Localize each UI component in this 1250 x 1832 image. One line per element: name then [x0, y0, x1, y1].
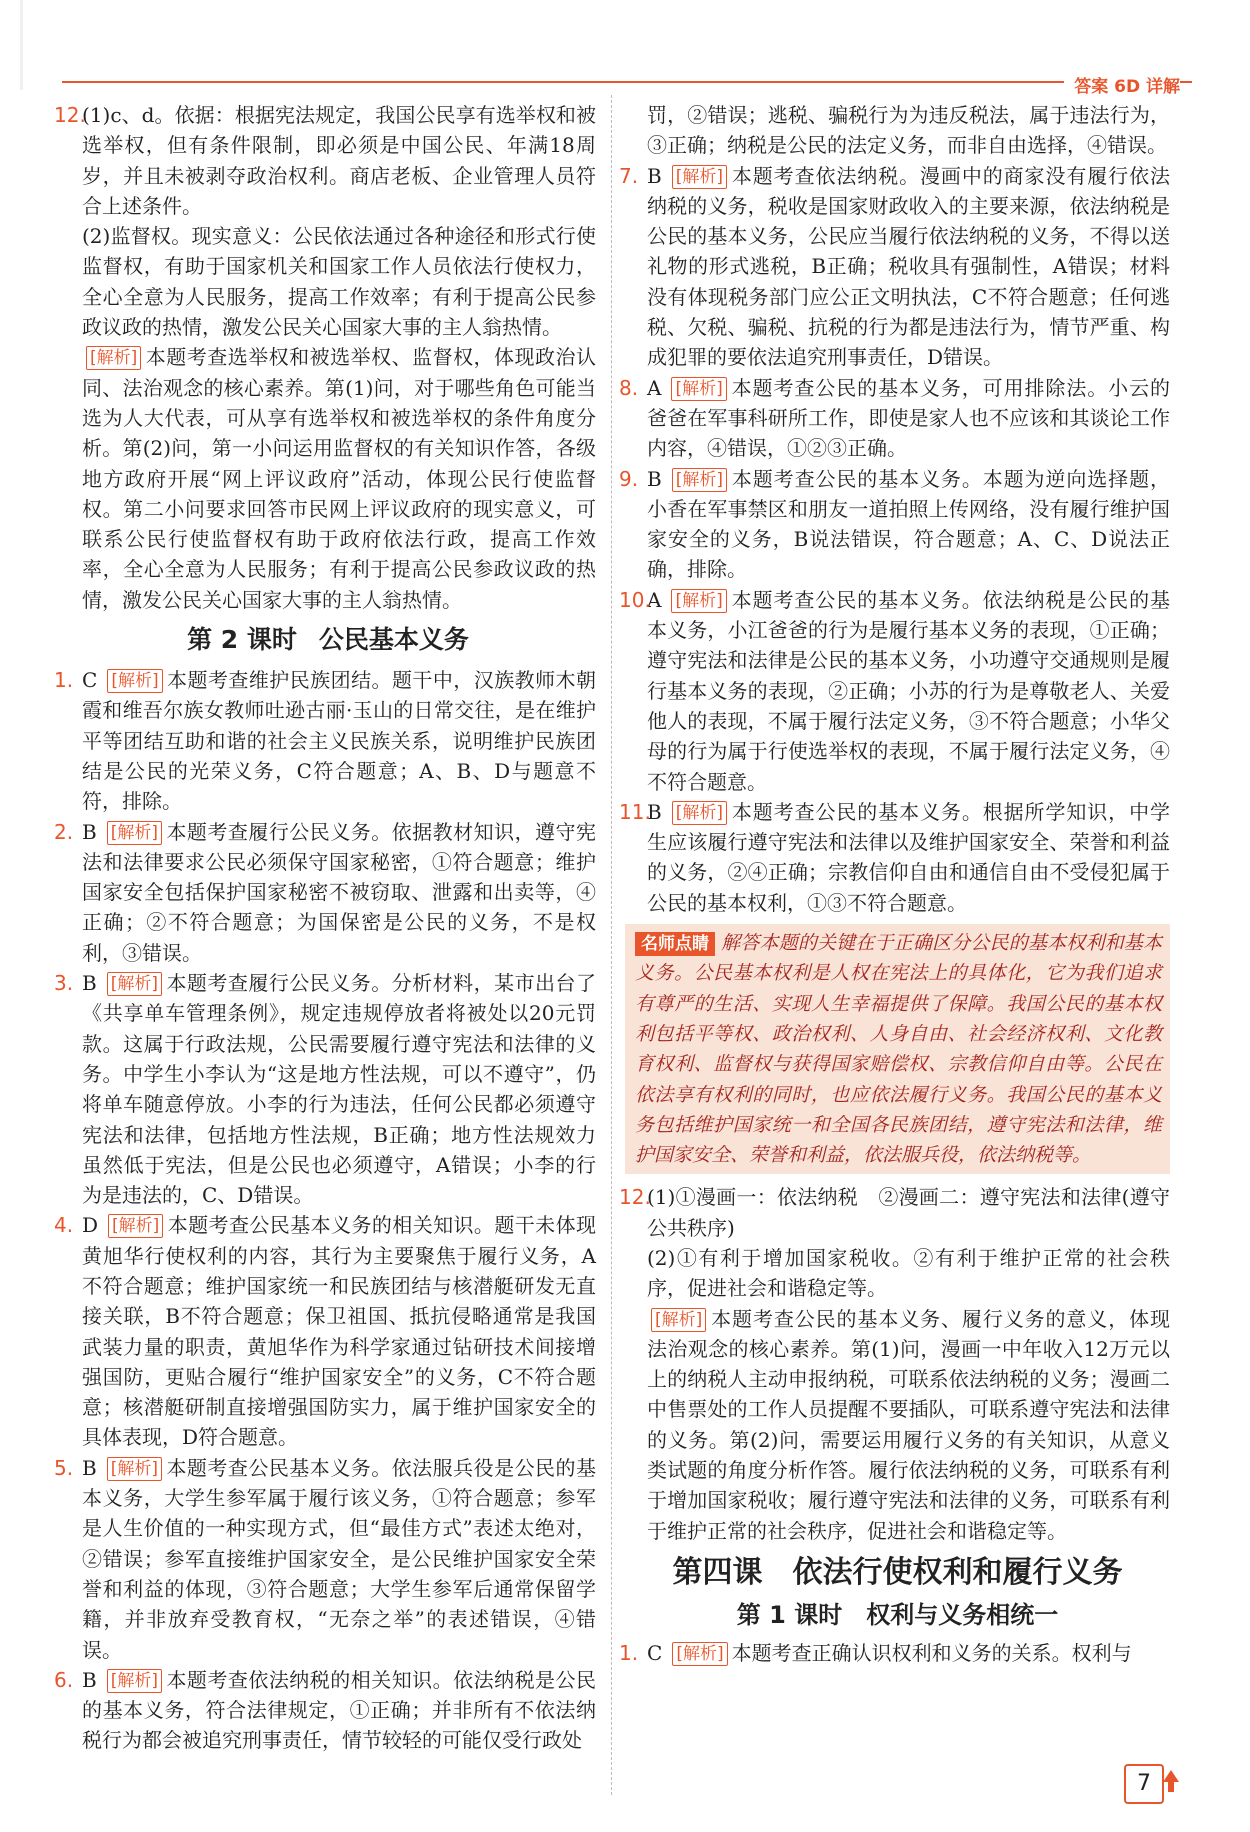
question-number: 12.	[619, 1185, 651, 1210]
analysis-text: 本题考查维护民族团结。题干中，汉族教师木朝霞和维吾尔族女教师吐逊古丽·玉山的日常交往，是在维护平等团结互助和谐的社会主义民族关系，说明维护民族团结是公民的光荣义务，C符合题意；A、B、D与题意不符，排除。	[82, 668, 596, 814]
question-item	[619, 464, 1170, 585]
question-item	[54, 1665, 596, 1756]
continued-text: 罚，②错误；逃税、骗税行为为违反税法，属于违法行为，③正确；纳税是公民的法定义务，而非自由选择，④错误。	[647, 103, 1170, 158]
question-number: 8.	[619, 375, 639, 400]
analysis-text: 本题考查正确认识权利和义务的关系。权利与	[731, 1640, 1132, 1665]
tip-text: 解答本题的关键在于正确区分公民的基本权利和基本义务。公民基本权利是人权在宪法上的具体化，它为我们追求有尊严的生活、实现人生幸福提供了保障。我国公民的基本权利包括平等权、政治权利、人身自由、社会经济权利、文化教育权利、监督权与获得国家赔偿权、宗教信仰自由等。公民在依法享有权利的同时，也应依法履行义务。我国公民的基本义务包括维护国家统一和全国各民族团结，遵守宪法和法律，维护国家安全、荣誉和利益，依法服兵役，依法纳税等。	[635, 932, 1162, 1167]
analysis	[60, 342, 596, 615]
analysis-text: 本题考查履行公民义务。分析材料，某市出台了《共享单车管理条例》，规定违规停放者将被处以20元罚款。这属于行政法规，公民需要履行遵守宪法和法律的义务。中学生小李认为“这是地方性法规，可以不遵守”，仍将单车随意停放。小李的行为违法，任何公民都必须遵守宪法和法律，包括地方性法规，B正确；地方性法规效力虽然低于宪法，但是公民也必须遵守，A错误；小李的行为是违法的，C、D错误。	[82, 971, 596, 1208]
answer-choice: B	[647, 163, 662, 188]
answer-text: (1)c、d。依据：根据宪法规定，我国公民享有选举权和被选举权，但有条件限制，即必须是中国公民、年满18周岁，并且未被剥夺政治权利。商店老板、企业管理人员符合上述条件。	[82, 103, 596, 218]
analysis-text: 本题考查公民的基本义务、履行义务的意义，体现法治观念的核心素养。第(1)问，漫画一中年收入12万元以上的纳税人主动申报纳税，可联系依法纳税的义务；漫画二中售票处的工作人员提醒不要插队，可联系遵守宪法和法律的义务。第(2)问，需要运用履行义务的有关知识，从意义类试题的角度分析作答。履行依法纳税的义务，可联系有利于增加国家税收；履行遵守宪法和法律的义务，可联系有利于维护正常的社会秩序，促进社会和谐稳定等。	[647, 1306, 1170, 1543]
question-number: 9.	[619, 466, 639, 491]
analysis-text: 本题考查依法纳税。漫画中的商家没有履行依法纳税的义务，税收是国家财政收入的主要来源，依法纳税是公民的基本义务，公民应当履行依法纳税的义务，不得以送礼物的形式逃税，B正确；税收具有强制性，A错误；材料没有体现税务部门应公正文明执法，C不符合题意；任何逃税、欠税、骗税、抗税的行为都是违法行为，情节严重、构成犯罪的要依法追究刑事责任，D错误。	[647, 163, 1170, 370]
answer-choice: B	[82, 819, 97, 844]
question-item	[619, 161, 1170, 373]
header-rule	[62, 81, 1192, 83]
analysis	[625, 1304, 1170, 1546]
page-number: 7	[1124, 1764, 1164, 1804]
question-number: 10.	[619, 587, 651, 612]
answer-choice: C	[82, 668, 98, 693]
analysis-tag: [解析]	[671, 589, 726, 613]
answer-choice: B	[647, 466, 662, 491]
question-item	[54, 1210, 596, 1452]
analysis-tag: [解析]	[107, 1669, 162, 1693]
analysis-tag: [解析]	[672, 801, 727, 825]
analysis-tag: [解析]	[672, 1642, 727, 1666]
analysis-tag: [解析]	[672, 165, 727, 189]
page-edge	[20, 0, 23, 90]
question-number: 11.	[619, 799, 651, 824]
analysis-text: 本题考查公民的基本义务。依法纳税是公民的基本义务，小江爸爸的行为是履行基本义务的表现，①正确；遵守宪法和法律是公民的基本义务，小功遵守交通规则是履行基本义务的表现，②正确；小苏的行为是尊敬老人、关爱他人的表现，不属于履行法定义务，③不符合题意；小华父母的行为属于行使选举权的表现，不属于履行法定义务，④不符合题意。	[647, 587, 1170, 794]
question-number: 3.	[54, 971, 74, 996]
analysis-text: 本题考查公民基本义务的相关知识。题干未体现黄旭华行使权利的内容，其行为主要聚焦于履行义务，A不符合题意；维护国家统一和民族团结与核潜艇研发无直接关联，B不符合题意；保卫祖国、抵抗侵略通常是我国武装力量的职责，黄旭华作为科学家通过钻研技术间接增强国防，更贴合履行“维护国家安全”的义务，C不符合题意；核潜艇研制直接增强国防实力，属于维护国家安全的具体表现，D符合题意。	[82, 1213, 596, 1450]
section-title	[60, 617, 596, 663]
question-item	[619, 585, 1170, 797]
tip-badge: 名师点睛	[635, 932, 715, 956]
question-item	[54, 817, 596, 968]
question-number: 6.	[54, 1667, 74, 1692]
left-column	[54, 100, 596, 1756]
section-title-name: 公民基本义务	[318, 625, 469, 655]
analysis-tag: [解析]	[108, 1214, 163, 1238]
analysis-tag: [解析]	[107, 821, 162, 845]
question-item	[54, 665, 596, 816]
answer-choice: B	[647, 799, 662, 824]
answer-choice: B	[82, 1667, 97, 1692]
analysis-tag: [解析]	[671, 377, 726, 401]
question-12	[619, 1182, 1170, 1243]
question-12	[54, 100, 596, 221]
question-item	[619, 797, 1170, 918]
question-number: 4.	[54, 1213, 74, 1238]
analysis-tag: [解析]	[107, 669, 162, 693]
question-item	[619, 1638, 1170, 1668]
question-number: 1.	[54, 668, 74, 693]
column-divider	[611, 95, 612, 1795]
analysis-text: 本题考查履行公民义务。依据教材知识，遵守宪法和法律要求公民必须保守国家秘密，①符合题意；维护国家安全包括保护国家秘密不被窃取、泄露和出卖等，④正确；②不符合题意；为国保密是公民的义务，不是权利，③错误。	[82, 819, 596, 965]
analysis-tag: [解析]	[672, 468, 727, 492]
answer-choice: B	[82, 971, 97, 996]
question-item	[54, 968, 596, 1210]
answer-choice: B	[82, 1455, 97, 1480]
answer-text: (1)①漫画一：依法纳税 ②漫画二：遵守宪法和法律(遵守公共秩序)	[647, 1185, 1170, 1240]
question-number: 1.	[619, 1640, 639, 1665]
answer-text: (2)①有利于增加国家税收。②有利于维护正常的社会秩序，促进社会和谐稳定等。	[647, 1245, 1170, 1301]
question-number: 12.	[54, 103, 86, 127]
analysis-tag: [解析]	[107, 1457, 162, 1481]
question-number: 7.	[619, 163, 639, 188]
section-title-number: 第 2 课时	[187, 625, 297, 655]
lesson-title: 第四课 依法行使权利和履行义务	[672, 1554, 1123, 1590]
question-item	[54, 1453, 596, 1665]
lesson-subtitle: 第 1 课时 权利与义务相统一	[736, 1600, 1059, 1629]
page-corner-icon	[1163, 1770, 1179, 1782]
answer-choice: D	[82, 1213, 99, 1238]
page-corner-icon-stem	[1168, 1782, 1174, 1792]
analysis-text: 本题考查公民的基本义务。根据所学知识，中学生应该履行遵守宪法和法律以及维护国家安全、荣誉和利益的义务，②④正确；宗教信仰自由和通信自由不受侵犯属于公民的基本权利，①③不符合题意。	[647, 799, 1170, 915]
header-label: 答案 6D 详解	[1064, 72, 1180, 97]
answer-choice: C	[647, 1640, 663, 1665]
analysis-text: 本题考查选举权和被选举权、监督权，体现政治认同、法治观念的核心素养。第(1)问，对于哪些角色可能当选为人大代表，可从享有选举权和被选举权的条件角度分析。第(2)问，第一小问运用监督权的有关知识作答，各级地方政府开展“网上评议政府”活动，体现公民行使监督权。第二小问要求回答市民网上评议政府的现实意义，可联系公民行使监督权有助于政府依法行政，提高工作效率，全心全意为人民服务；有利于提高公民参政议政的热情，激发公民关心国家大事的主人翁热情。	[82, 345, 596, 612]
right-column	[619, 100, 1170, 1668]
analysis-text: 本题考查公民的基本义务，可用排除法。小云的爸爸在军事科研所工作，即使是家人也不应该和其谈论工作内容，④错误，①②③正确。	[647, 375, 1170, 461]
answer-choice: A	[647, 587, 662, 612]
analysis-text: 本题考查公民基本义务。依法服兵役是公民的基本义务，大学生参军属于履行该义务，①符合题意；参军是人生价值的一种实现方式，但“最佳方式”表述太绝对，②错误；参军直接维护国家安全，是公民维护国家安全荣誉和利益的体现，③符合题意；大学生参军后通常保留学籍，并非放弃受教育权，“无奈之举”的表述错误，④错误。	[82, 1455, 596, 1662]
analysis-text: 本题考查依法纳税的相关知识。依法纳税是公民的基本义务，符合法律规定，①正确；并非所有不依法纳税行为都会被追究刑事责任，情节较轻的可能仅受行政处	[82, 1667, 596, 1753]
answer-text: (2)监督权。现实意义：公民依法通过各种途径和形式行使监督权，有助于国家机关和国家工作人员依法行使权力，全心全意为人民服务，提高工作效率；有利于提高公民参政议政的热情，激发公民关心国家大事的主人翁热情。	[82, 224, 596, 340]
analysis-text: 本题考查公民的基本义务。本题为逆向选择题，小香在军事禁区和朋友一道拍照上传网络，没有履行维护国家安全的义务，B说法错误，符合题意；A、C、D说法正确，排除。	[647, 466, 1170, 582]
tip-box	[625, 924, 1170, 1174]
question-item	[619, 373, 1170, 464]
analysis-tag: [解析]	[86, 346, 141, 370]
question-number: 2.	[54, 819, 74, 844]
answer-choice: A	[647, 375, 662, 400]
analysis-tag: [解析]	[107, 972, 162, 996]
analysis-tag: [解析]	[651, 1308, 706, 1332]
question-number: 5.	[54, 1455, 74, 1480]
